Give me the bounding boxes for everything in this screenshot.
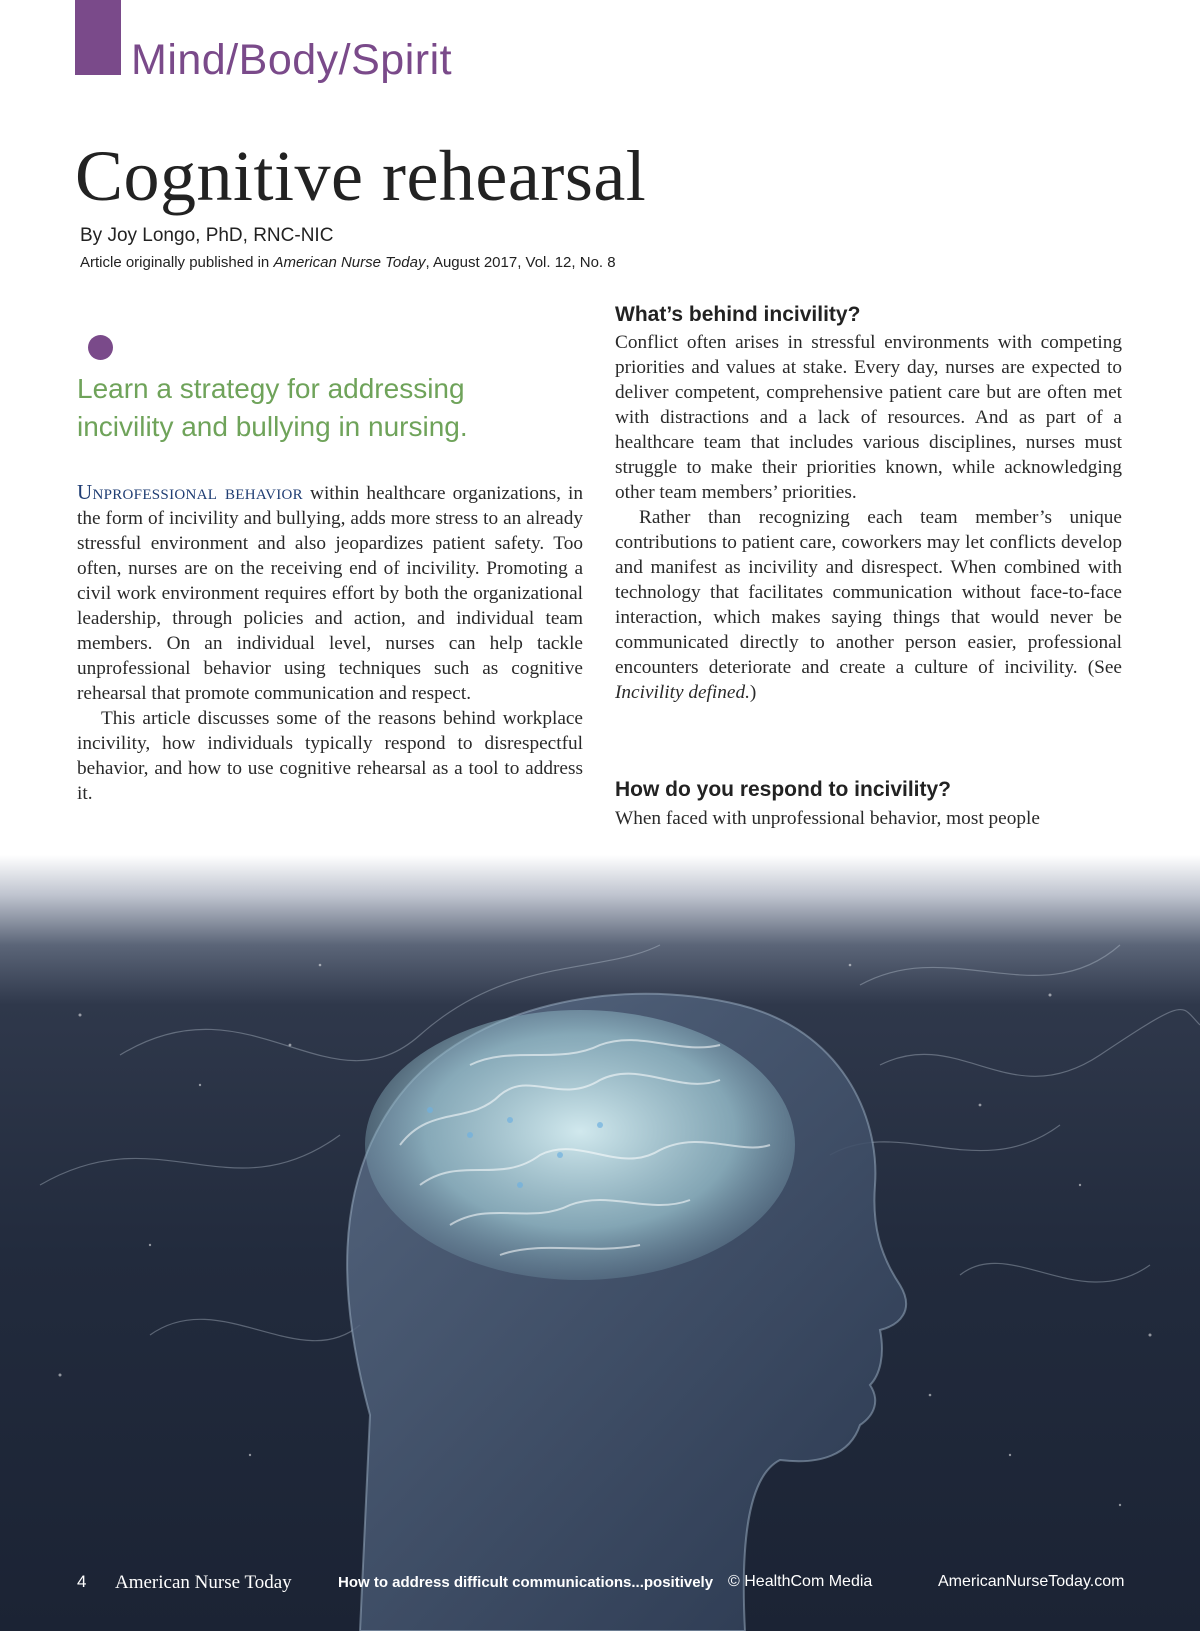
paragraph: This article discusses some of the reasons behind workplace incivility, how individuals typically respond to disrespectful behavior, and how to use cognitive rehearsal as a tool to address it.	[77, 708, 583, 804]
deck-bullet-dot	[88, 335, 113, 360]
byline: By Joy Longo, PhD, RNC-NIC	[80, 225, 334, 246]
article-title: Cognitive rehearsal	[75, 136, 647, 216]
sidebar-reference: Incivility defined.	[615, 682, 750, 703]
section-label: Mind/Body/Spirit	[131, 36, 453, 84]
website-url[interactable]: AmericanNurseToday.com	[938, 1573, 1125, 1590]
body-column-right-continued	[615, 806, 1122, 831]
paragraph: Conflict often arises in stressful environments with competing priorities and values at stake. Every day, nurses are expected to deliver competent, comprehensive patient care but are often met with distractions and a lack of resources. And as part of a healthcare team that includes various disciplines, nurses must struggle to make their priorities known, while acknowledging other team members’ priorities.	[615, 332, 1122, 503]
page-footer	[0, 1572, 1200, 1594]
journal-name: American Nurse Today	[273, 254, 426, 271]
issue-topic: How to address difficult communications...positively	[338, 1574, 714, 1591]
head-brain-graphic	[0, 855, 1200, 1631]
paragraph: Unprofessional behavior within healthcare organizations, in the form of incivility and bullying, adds more stress to an already stressful environment and also jeopardizes patient safety. Too often, nurses are on the receiving end of incivility. Promoting a civil work environment requires effort by both the organizational leadership, through policies and action, and individual team members. On an individual level, nurses can help tackle unprofessional behavior using techniques such as cognitive rehearsal that promote communication and respect.	[77, 480, 583, 704]
page-number: 4	[77, 1572, 87, 1591]
subhead-behind-incivility: What’s behind incivility?	[615, 303, 861, 326]
lead-in: Unprofessional behavior	[77, 480, 303, 504]
body-column-left	[77, 480, 583, 806]
copyright: © HealthCom Media	[728, 1573, 873, 1590]
magazine-name: American Nurse Today	[115, 1572, 292, 1593]
body-column-right	[615, 330, 1122, 705]
subhead-respond-incivility: How do you respond to incivility?	[615, 778, 952, 801]
paragraph: Rather than recognizing each team member’s unique contributions to patient care, coworkers may let conflicts develop and manifest as incivility and disrespect. When combined with technology that facilitates communication without face-to-face interaction, which makes saying things that would never be communicated directly to another person easier, professional encounters deteriorate and create a culture of incivility. (See Incivility defined.)	[615, 507, 1122, 703]
paragraph: When faced with unprofessional behavior, most people	[615, 808, 1040, 829]
deck-summary: Learn a strategy for addressing incivility and bullying in nursing.	[77, 373, 468, 442]
publication-line: Article originally published in American Nurse Today, August 2017, Vol. 12, No. 8	[80, 254, 616, 271]
section-color-bar	[75, 0, 121, 75]
brain-illustration	[0, 855, 1200, 1631]
